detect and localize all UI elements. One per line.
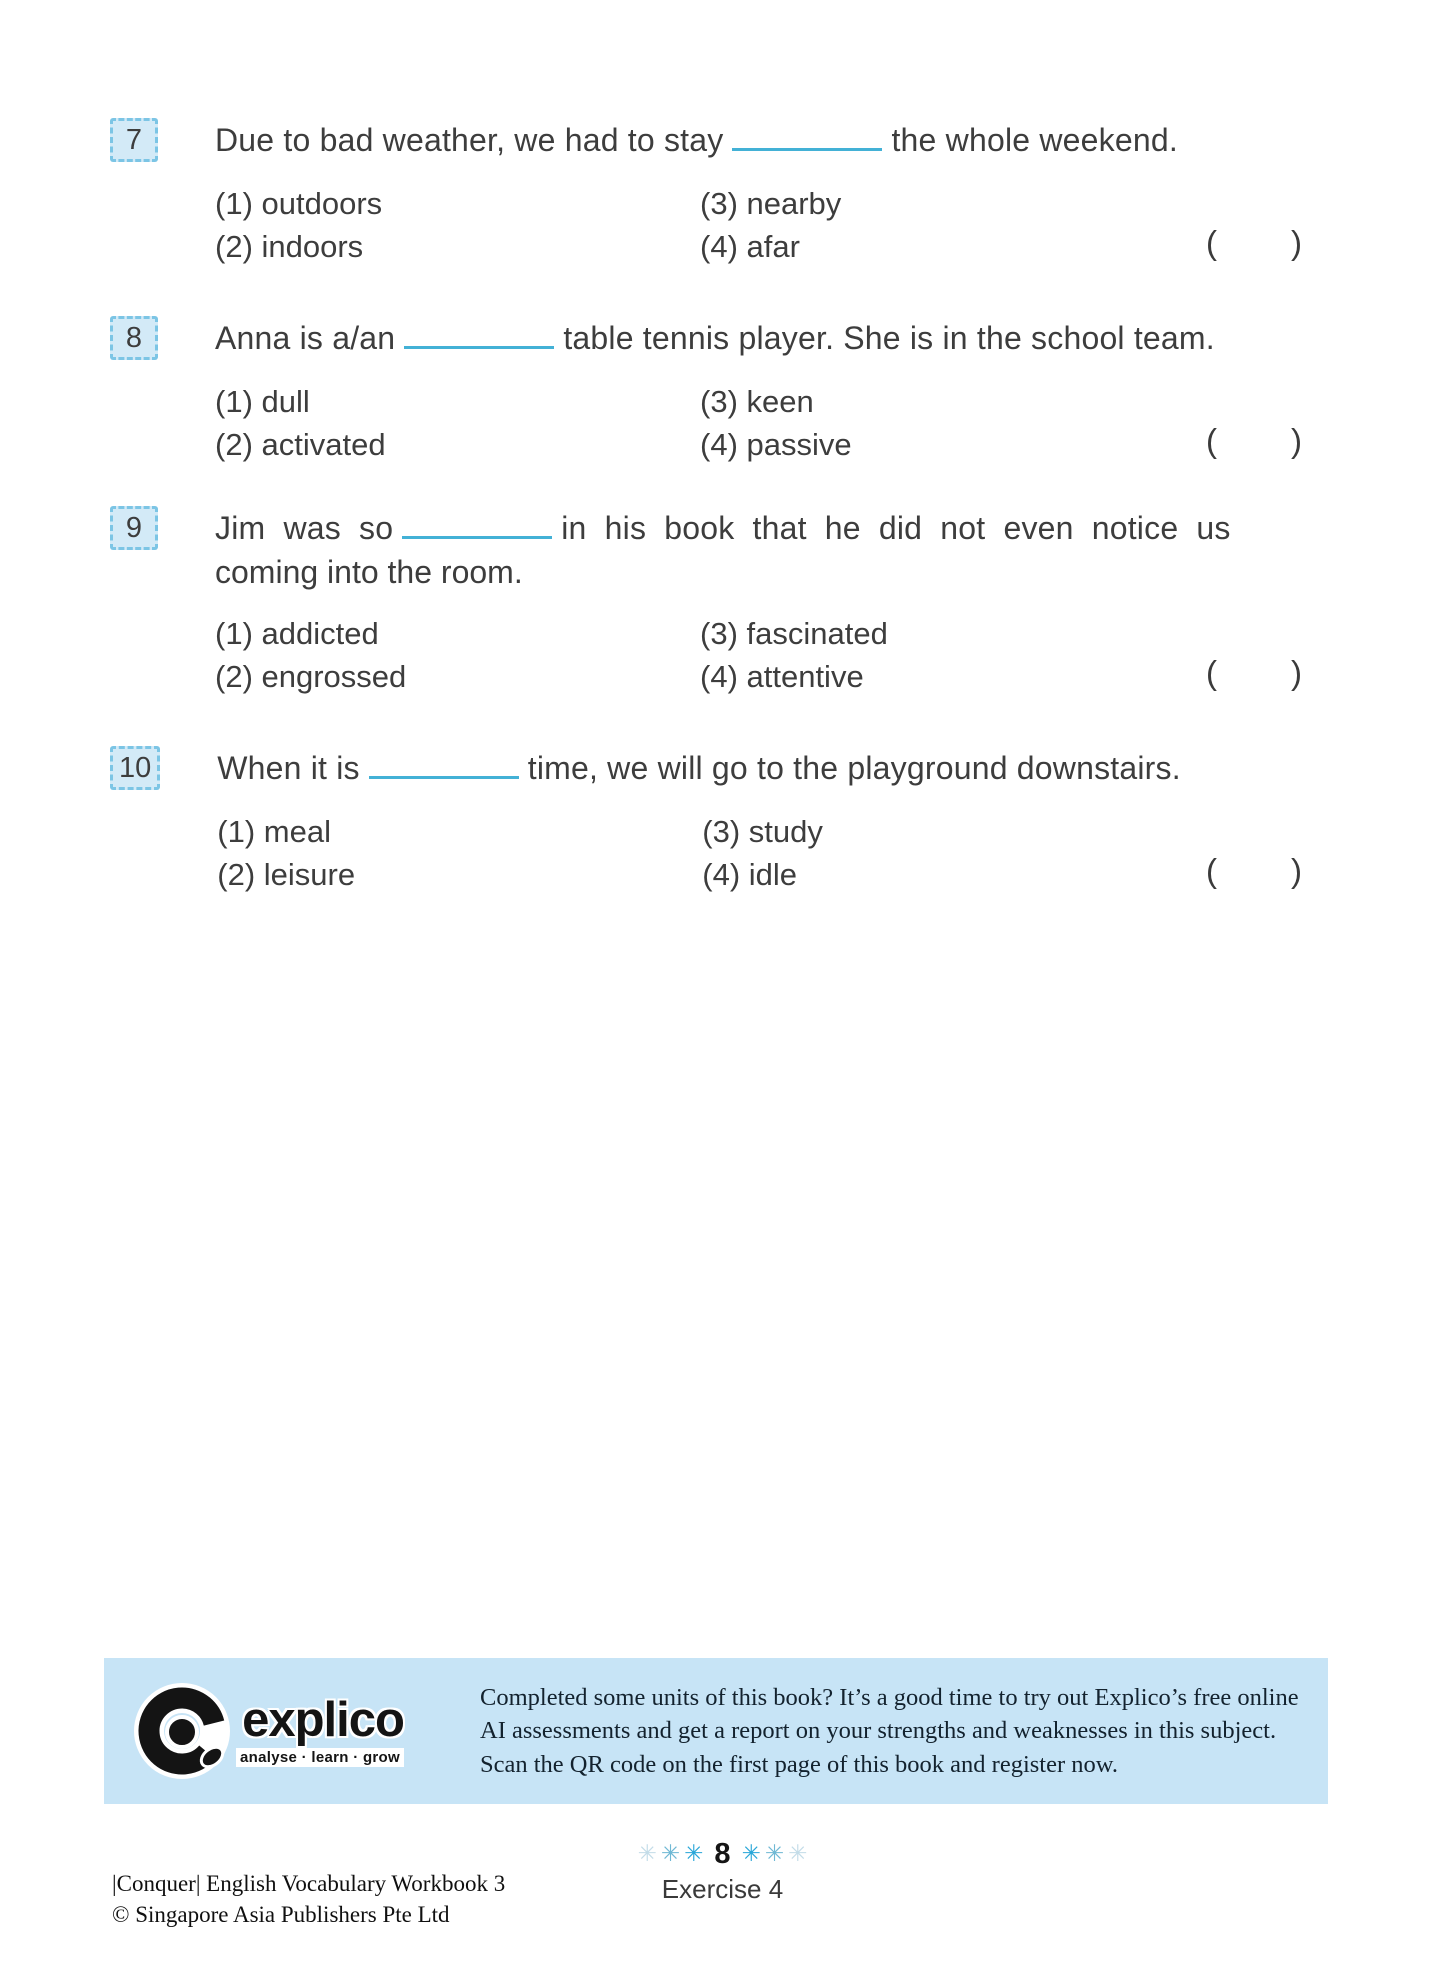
options-row	[215, 380, 1342, 423]
answer-bracket-open: (	[1206, 654, 1217, 691]
answer-bracket	[1206, 221, 1302, 264]
snowflake-icon: ✳	[741, 1840, 761, 1866]
question-content	[215, 316, 1342, 466]
option-4: (4) afar	[700, 229, 800, 264]
option-2: (2) leisure	[217, 857, 356, 892]
option-1: (1) dull	[215, 384, 310, 419]
page-number-row	[0, 1838, 1445, 1871]
options-row	[215, 182, 1342, 225]
answer-bracket-open: (	[1206, 852, 1217, 889]
options-row	[217, 853, 1342, 896]
answer-bracket-close: )	[1291, 224, 1302, 261]
option-3: (3) study	[702, 814, 823, 849]
fill-blank	[404, 342, 554, 349]
answer-bracket	[1206, 419, 1302, 462]
explico-logo	[132, 1681, 472, 1781]
option-2: (2) engrossed	[215, 659, 407, 694]
promo-text	[480, 1681, 1328, 1781]
option-2: (2) activated	[215, 427, 386, 462]
options-list	[215, 182, 1342, 268]
question-number-badge	[110, 746, 160, 790]
logo-tagline: analyse · learn · grow	[236, 1748, 404, 1767]
question-10	[110, 746, 1342, 896]
question-text	[217, 746, 1342, 790]
question-text-after: in his book that he did not even notice us	[561, 510, 1231, 546]
options-list	[215, 380, 1342, 466]
logo-wordmark: explico	[242, 1692, 404, 1747]
options-row	[215, 612, 1342, 655]
option-2: (2) indoors	[215, 229, 364, 264]
question-number-badge	[110, 506, 158, 550]
option-3: (3) fascinated	[700, 616, 888, 651]
answer-bracket-close: )	[1291, 422, 1302, 459]
question-8	[110, 316, 1342, 466]
option-1: (1) addicted	[215, 616, 379, 651]
answer-bracket-open: (	[1206, 422, 1217, 459]
question-text-before: Jim was so	[215, 510, 394, 546]
promo-banner	[104, 1658, 1328, 1804]
snowflake-icon: ✳	[764, 1840, 785, 1866]
book-title: |Conquer| English Vocabulary Workbook 3	[112, 1871, 506, 1896]
option-4: (4) attentive	[700, 659, 864, 694]
snowflake-icon: ✳	[637, 1840, 657, 1866]
option-1: (1) meal	[217, 814, 331, 849]
question-number: 7	[125, 123, 143, 156]
question-number-badge	[110, 118, 158, 162]
question-number: 8	[125, 321, 143, 354]
question-7	[110, 118, 1342, 268]
option-4: (4) idle	[702, 857, 798, 892]
snowflake-icon: ✳	[788, 1840, 808, 1866]
options-row	[215, 655, 1342, 698]
question-text-before: When it is	[217, 750, 360, 786]
options-list	[217, 810, 1342, 896]
question-content	[217, 746, 1342, 896]
option-3: (3) keen	[700, 384, 814, 419]
answer-bracket	[1206, 651, 1302, 694]
answer-bracket-close: )	[1291, 654, 1302, 691]
fill-blank	[402, 532, 552, 539]
option-4: (4) passive	[700, 427, 852, 462]
question-text-after: time, we will go to the playground downstairs.	[527, 750, 1181, 786]
question-text-before: Anna is a/an	[215, 320, 396, 356]
question-text	[215, 506, 1342, 550]
logo-text-column	[236, 1692, 404, 1767]
answer-bracket	[1206, 849, 1302, 892]
fill-blank	[732, 144, 882, 151]
exercise-label: Exercise 4	[661, 1874, 784, 1904]
options-row	[217, 810, 1342, 853]
promo-paragraph: Completed some units of this book? It’s a good time to try out Explico’s free online AI assessments and get a report on your strengths and weaknesses in this subject.	[480, 1684, 1299, 1745]
question-number-badge	[110, 316, 158, 360]
question-text	[215, 118, 1342, 162]
question-text-after: the whole weekend.	[891, 122, 1178, 158]
fill-blank	[369, 772, 519, 779]
question-9	[110, 506, 1342, 698]
question-content	[215, 118, 1342, 268]
question-text-before: Due to bad weather, we had to stay	[215, 122, 724, 158]
question-number: 9	[125, 511, 143, 544]
answer-bracket-open: (	[1206, 224, 1217, 261]
answer-bracket-close: )	[1291, 852, 1302, 889]
options-list	[215, 612, 1342, 698]
copyright: © Singapore Asia Publishers Pte Ltd	[112, 1902, 450, 1927]
question-number: 10	[119, 751, 152, 784]
explico-q-icon	[132, 1681, 232, 1781]
question-text-after: table tennis player. She is in the school team.	[563, 320, 1215, 356]
snowflake-icon: ✳	[684, 1840, 704, 1866]
page-number: 8	[714, 1838, 731, 1870]
options-row	[215, 423, 1342, 466]
question-text	[215, 316, 1342, 360]
options-row	[215, 225, 1342, 268]
imprint	[112, 1868, 505, 1930]
option-1: (1) outdoors	[215, 186, 383, 221]
question-content	[215, 506, 1342, 698]
promo-cta: Scan the QR code on the first page of this book and register now.	[480, 1750, 1118, 1778]
snowflake-icon: ✳	[660, 1840, 681, 1866]
option-3: (3) nearby	[700, 186, 842, 221]
question-text-line2: coming into the room.	[215, 554, 523, 590]
